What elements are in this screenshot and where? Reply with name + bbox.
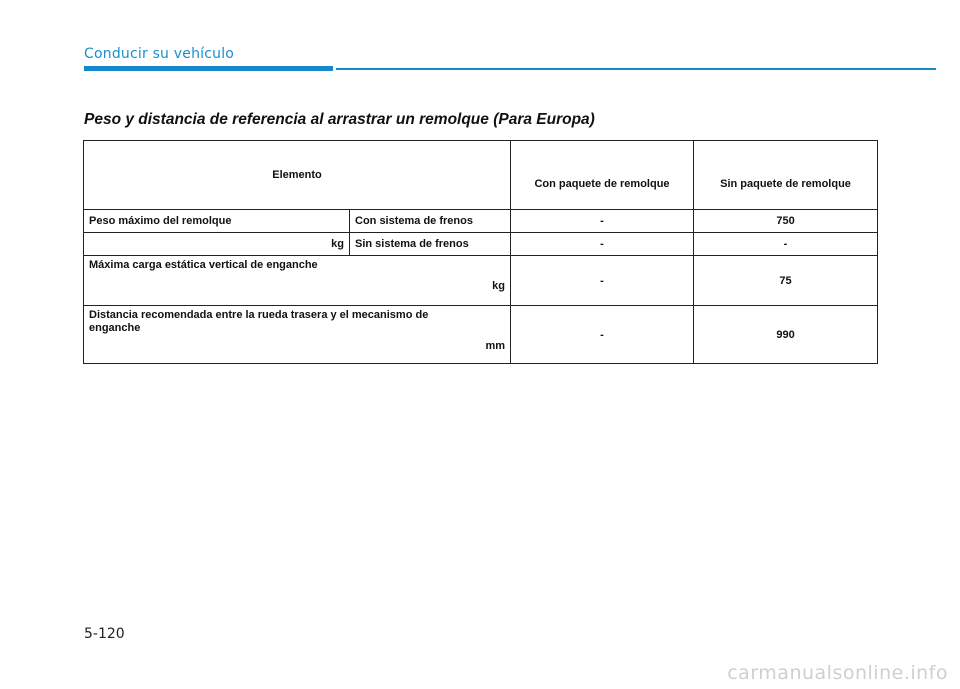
header-without-package: Sin paquete de remolque (694, 141, 878, 210)
max-trailer-weight-unit: kg (84, 233, 350, 256)
table-row (84, 256, 878, 306)
distance-with-package: - (511, 306, 694, 364)
distance-without-package: 990 (694, 306, 878, 364)
document-title: Peso y distancia de referencia al arrastrar un remolque (Para Europa) (84, 111, 595, 128)
table-row (84, 233, 878, 256)
distance-unit: mm (485, 340, 506, 352)
page-number: 5-120 (84, 626, 125, 642)
without-brakes-without-package: - (694, 233, 878, 256)
without-brakes-label: Sin sistema de frenos (350, 233, 511, 256)
with-brakes-with-package: - (511, 210, 694, 233)
with-brakes-without-package: 750 (694, 210, 878, 233)
static-load-label: Máxima carga estática vertical de enganche (89, 259, 318, 271)
static-load-with-package: - (511, 256, 694, 306)
header-with-package: Con paquete de remolque (511, 141, 694, 210)
watermark: carmanualsonline.info (727, 662, 948, 684)
spec-table (83, 140, 878, 364)
table-row (84, 306, 878, 364)
distance-label: Distancia recomendada entre la rueda trasera y el mecanismo de enganche (89, 309, 429, 334)
static-load-without-package: 75 (694, 256, 878, 306)
without-brakes-with-package: - (511, 233, 694, 256)
with-brakes-label: Con sistema de frenos (350, 210, 511, 233)
table-row (84, 210, 878, 233)
max-trailer-weight-label: Peso máximo del remolque (84, 210, 350, 233)
static-load-unit: kg (492, 280, 506, 292)
table-header-row (84, 141, 878, 210)
distance-cell (84, 306, 511, 364)
header-rule-thin (336, 68, 936, 70)
header-rule-thick (84, 66, 333, 71)
static-load-cell (84, 256, 511, 306)
header-item: Elemento (84, 141, 511, 210)
section-header: Conducir su vehículo (84, 46, 235, 62)
